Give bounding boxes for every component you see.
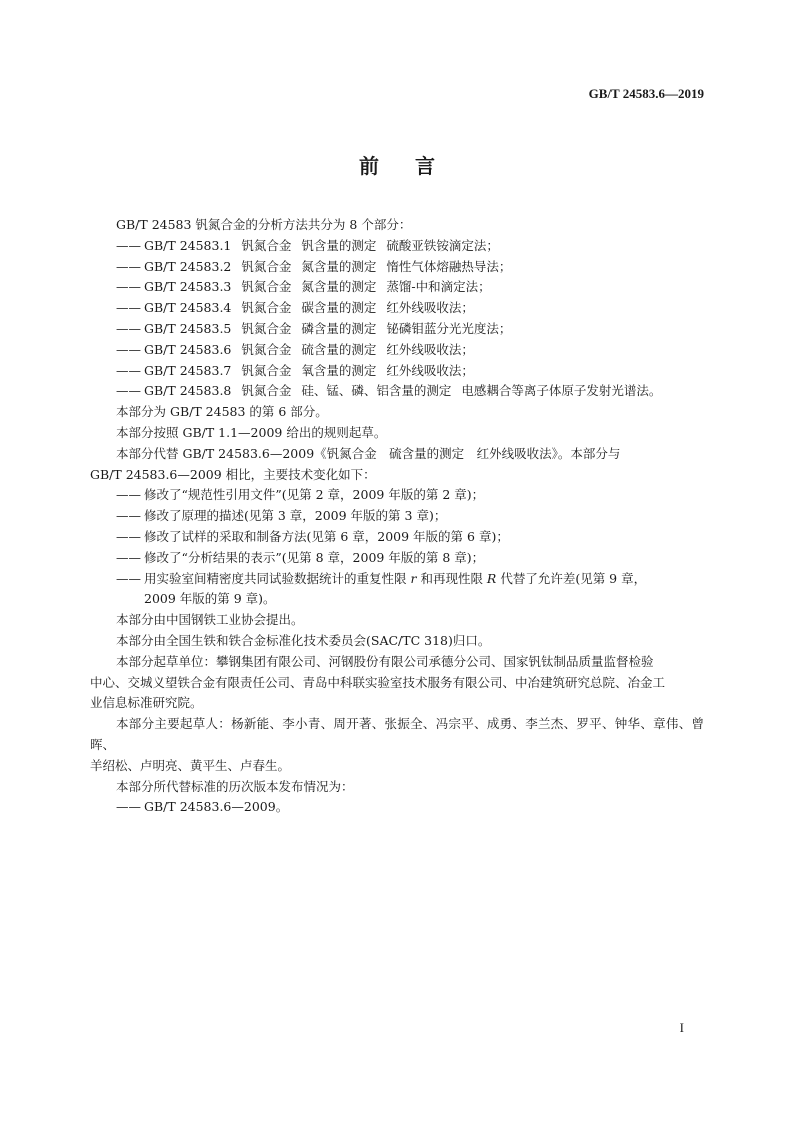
list-item: —— GB/T 24583.1 钒氮合金 钒含量的测定 硫酸亚铁铵滴定法； — [116, 237, 499, 253]
list-item: —— GB/T 24583.7 钒氮合金 氧含量的测定 红外线吸收法； — [116, 362, 474, 378]
list-item: —— GB/T 24583.3 钒氮合金 氮含量的测定 蒸馏-中和滴定法； — [116, 279, 491, 295]
centralized-by: 本部分由全国生铁和铁合金标准化技术委员会(SAC/TC 318)归口。 — [116, 632, 491, 648]
reproducibility-symbol: R — [486, 570, 497, 586]
list-item: —— GB/T 24583.6 钒氮合金 硫含量的测定 红外线吸收法； — [116, 341, 474, 357]
drafting-units-line-1: 本部分起草单位：攀钢集团有限公司、河钢股份有限公司承德分公司、国家钒钛制品质量监督检验 — [116, 653, 654, 669]
list-item: —— GB/T 24583.4 钒氮合金 碳含量的测定 红外线吸收法； — [116, 300, 474, 316]
drafting-units-line-2: 中心、交城义望铁合金有限责任公司、青岛中科联实验室技术服务有限公司、中冶建筑研究总院、冶金工 — [90, 674, 666, 690]
part-statement: 本部分为 GB/T 24583 的第 6 部分。 — [116, 404, 328, 420]
list-item: —— GB/T 24583.2 钒氮合金 氮含量的测定 惰性气体熔融热导法； — [116, 258, 512, 274]
changes-list — [90, 485, 704, 610]
page-number: I — [679, 1020, 684, 1035]
replacement-statement-line-1: 本部分代替 GB/T 24583.6—2009《钒氮合金 硫含量的测定 红外线吸收法》。本部分与 — [116, 445, 621, 461]
list-item: —— 修改了原理的描述(见第 3 章，2009 年版的第 3 章)； — [116, 508, 447, 524]
list-item: —— 修改了试样的采取和制备方法(见第 6 章，2009 年版的第 6 章)； — [116, 528, 509, 544]
drafting-units-line-3: 业信息标准研究院。 — [90, 695, 203, 711]
list-item: —— GB/T 24583.6—2009。 — [116, 799, 289, 815]
document-code: GB/T 24583.6—2019 — [588, 86, 704, 101]
title-char-1: 前 — [359, 154, 379, 178]
drafters-line-1: 本部分主要起草人：杨新能、李小青、周开著、张振全、冯宗平、成勇、李兰杰、罗平、钟华、章伟、曾晖、 — [90, 716, 704, 752]
list-item: —— 修改了“分析结果的表示”(见第 8 章，2009 年版的第 8 章)； — [116, 549, 485, 565]
foreword-body — [90, 215, 704, 818]
list-item: —— 修改了“规范性引用文件”(见第 2 章，2009 年版的第 2 章)； — [116, 487, 485, 503]
repeatability-symbol: r — [410, 570, 417, 586]
history-list — [90, 797, 704, 818]
drafters-line-2: 羊绍松、卢明亮、黄平生、卢春生。 — [90, 757, 291, 773]
intro-paragraph: GB/T 24583 钒氮合金的分析方法共分为 8 个部分： — [116, 217, 412, 232]
drafting-rules: 本部分按照 GB/T 1.1—2009 给出的规则起草。 — [116, 424, 387, 440]
proposed-by: 本部分由中国钢铁工业协会提出。 — [116, 612, 304, 628]
replacement-statement-line-2: GB/T 24583.6—2009 相比，主要技术变化如下： — [90, 466, 376, 482]
list-item: —— GB/T 24583.8 钒氮合金 硅、锰、磷、铝含量的测定 电感耦合等离子体原子发射光谱法。 — [116, 383, 662, 399]
page-title — [0, 150, 794, 179]
list-item: —— 用实验室间精密度共同试验数据统计的重复性限 r 和再现性限 R 代替了允许差(见第 9 章， — [116, 570, 647, 586]
history-statement: 本部分所代替标准的历次版本发布情况为： — [116, 778, 354, 794]
list-item: —— GB/T 24583.5 钒氮合金 磷含量的测定 铋磷钼蓝分光光度法； — [116, 320, 512, 336]
list-item-continuation: 2009 年版的第 9 章)。 — [144, 591, 276, 607]
parts-list — [90, 236, 704, 402]
title-char-2: 言 — [415, 154, 435, 178]
